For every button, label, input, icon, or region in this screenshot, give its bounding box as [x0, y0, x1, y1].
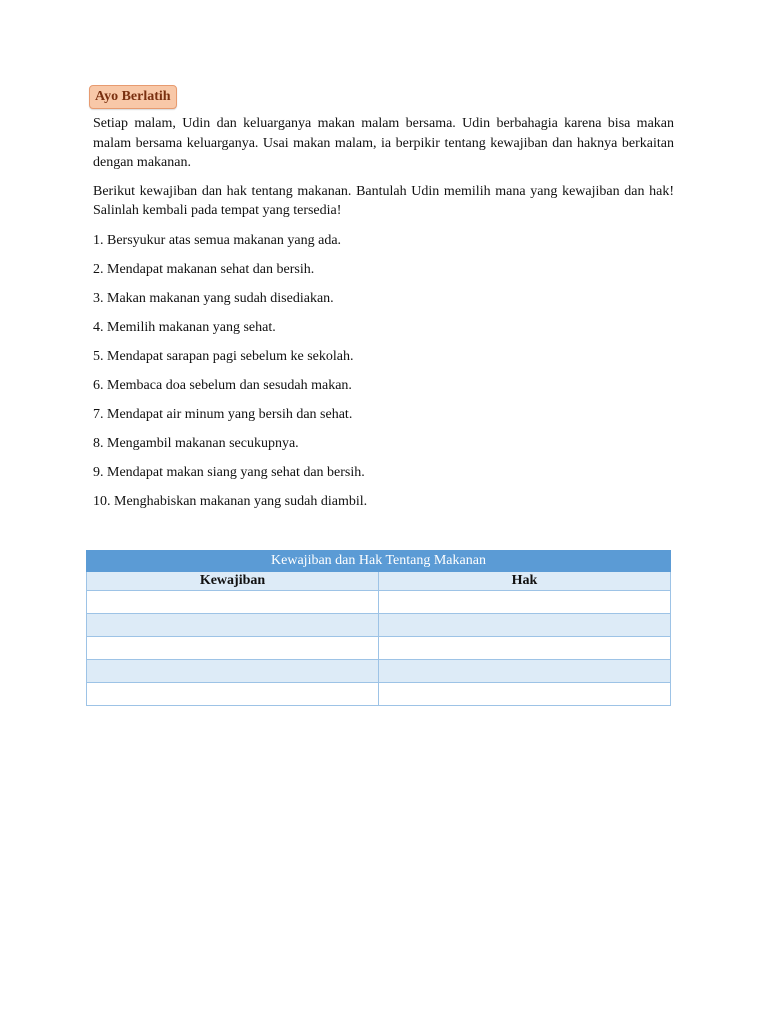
instruction-paragraph: Berikut kewajiban dan hak tentang makanan. Bantulah Udin memilih mana yang kewajiban dan hak! Salinlah kembali pada tempat yang tersedia!	[93, 183, 674, 218]
table-row	[87, 683, 671, 706]
answer-cell-kewajiban[interactable]	[87, 683, 379, 706]
column-header-hak: Hak	[379, 572, 671, 591]
exercise-content	[93, 114, 674, 521]
section-badge: Ayo Berlatih	[89, 85, 177, 109]
list-item: 5. Mendapat sarapan pagi sebelum ke sekolah.	[93, 348, 354, 364]
intro-paragraph: Setiap malam, Udin dan keluarganya makan malam bersama. Udin berbahagia karena bisa makan malam bersama keluarganya. Usai makan malam, ia berpikir tentang kewajiban dan haknya berkaitan dengan makanan.	[93, 116, 674, 170]
list-item: 9. Mendapat makan siang yang sehat dan bersih.	[93, 464, 365, 480]
table-row	[87, 637, 671, 660]
list-item: 2. Mendapat makanan sehat dan bersih.	[93, 261, 315, 277]
answer-cell-hak[interactable]	[379, 591, 671, 614]
answer-cell-hak[interactable]	[379, 660, 671, 683]
table-row	[87, 660, 671, 683]
answer-cell-kewajiban[interactable]	[87, 660, 379, 683]
table-title: Kewajiban dan Hak Tentang Makanan	[87, 551, 671, 572]
list-item: 8. Mengambil makanan secukupnya.	[93, 435, 299, 451]
list-item: 6. Membaca doa sebelum dan sesudah makan.	[93, 377, 352, 393]
list-item: 7. Mendapat air minum yang bersih dan sehat.	[93, 406, 353, 422]
list-item: 4. Memilih makanan yang sehat.	[93, 319, 276, 335]
table-row	[87, 614, 671, 637]
table-row	[87, 591, 671, 614]
statement-list	[93, 231, 674, 521]
list-item: 10. Menghabiskan makanan yang sudah diambil.	[93, 493, 368, 509]
list-item: 1. Bersyukur atas semua makanan yang ada.	[93, 232, 342, 248]
answer-cell-hak[interactable]	[379, 683, 671, 706]
answer-cell-hak[interactable]	[379, 614, 671, 637]
answer-cell-hak[interactable]	[379, 637, 671, 660]
answer-cell-kewajiban[interactable]	[87, 637, 379, 660]
answer-table	[86, 550, 671, 706]
answer-cell-kewajiban[interactable]	[87, 591, 379, 614]
list-item: 3. Makan makanan yang sudah disediakan.	[93, 290, 334, 306]
answer-cell-kewajiban[interactable]	[87, 614, 379, 637]
column-header-kewajiban: Kewajiban	[87, 572, 379, 591]
